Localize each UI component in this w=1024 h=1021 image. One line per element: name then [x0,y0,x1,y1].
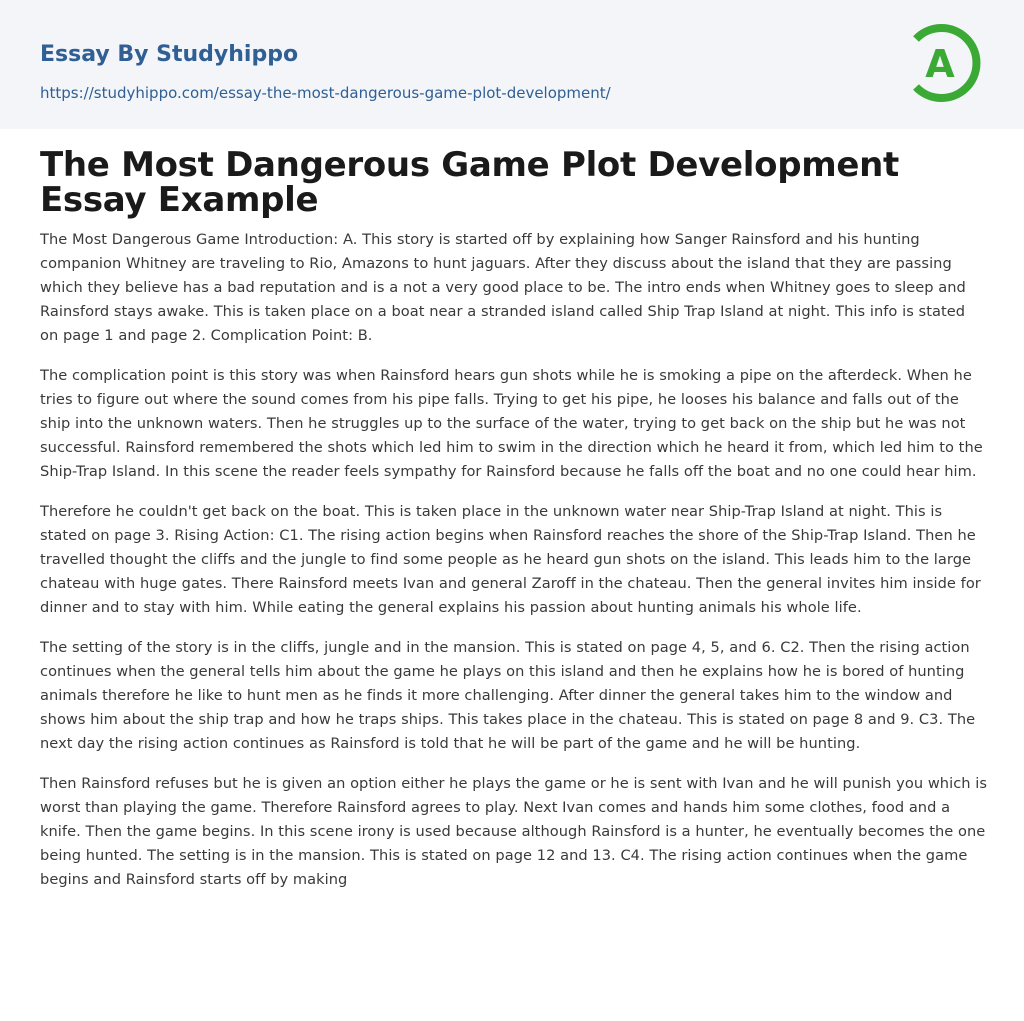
essay-paragraph: The complication point is this story was when Rainsford hears gun shots while he is smoking a pipe on the afterdeck. When he tries to figure out where the sound comes from his pipe falls. Trying to get his pipe, he looses his balance and falls out of the ship into the unknown waters. Then he struggles up to the surface of the water, trying to get back on the ship but he was not successful. Rainsford remembered the shots which led him to swim in the direction which he heard it from, which led him to the Ship-Trap Island. In this scene the reader feels sympathy for Rainsford because he falls off the boat and no one could hear him. [40,367,983,480]
studyhippo-logo-icon[interactable] [905,16,989,108]
essay-title: The Most Dangerous Game Plot Development Essay Example [40,145,899,220]
logo-letter: A [925,42,955,86]
essay-paragraph: The Most Dangerous Game Introduction: A. This story is started off by explaining how Sanger Rainsford and his hunting companion Whitney are traveling to Rio, Amazons to hunt jaguars. After they discuss about the island that they are passing which they believe has a bad reputation and is a not a very good place to be. The intro ends when Whitney goes to sleep and Rainsford stays awake. This is taken place on a boat near a stranded island called Ship Trap Island at night. This info is stated on page 1 and page 2. Complication Point: B. [40,231,966,344]
site-brand[interactable]: Essay By Studyhippo [40,42,299,67]
source-url-link[interactable]: https://studyhippo.com/essay-the-most-dangerous-game-plot-development/ [40,84,611,102]
essay-paragraph: Therefore he couldn't get back on the boat. This is taken place in the unknown water near Ship-Trap Island at night. This is stated on page 3. Rising Action: C1. The rising action begins when Rainsford reaches the shore of the Ship-Trap Island. Then he travelled thought the cliffs and the jungle to find some people as he heard gun shots on the island. This leads him to the large chateau with huge gates. There Rainsford meets Ivan and general Zaroff in the chateau. Then the general invites him inside for dinner and to stay with him. While eating the general explains his passion about hunting animals his whole life. [40,503,981,616]
site-header [0,0,1024,129]
essay-body [40,228,988,908]
essay-paragraph: Then Rainsford refuses but he is given an option either he plays the game or he is sent with Ivan and he will punish you which is worst than playing the game. Therefore Rainsford agrees to play. Next Ivan comes and hands him some clothes, food and a knife. Then the game begins. In this scene irony is used because although Rainsford is a hunter, he eventually becomes the one being hunted. The setting is in the mansion. This is stated on page 12 and 13. C4. The rising action continues when the game begins and Rainsford starts off by making [40,775,988,888]
essay-paragraph: The setting of the story is in the cliffs, jungle and in the mansion. This is stated on page 4, 5, and 6. C2. Then the rising action continues when the general tells him about the game he plays on this island and then he explains how he is bored of hunting animals therefore he like to hunt men as he finds it more challenging. After dinner the general takes him to the window and shows him about the ship trap and how he traps ships. This takes place in the chateau. This is stated on page 8 and 9. C3. The next day the rising action continues as Rainsford is told that he will be part of the game and he will be hunting. [40,639,976,752]
